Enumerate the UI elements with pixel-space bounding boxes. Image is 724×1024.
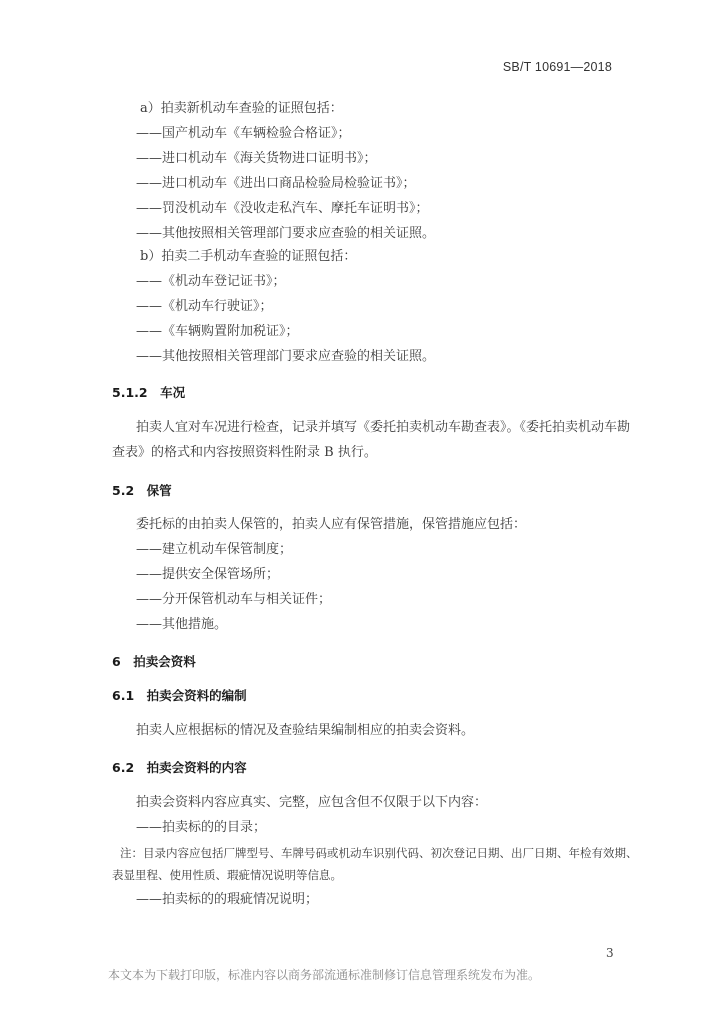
paragraph-line: 查表》的格式和内容按照资料性附录 B 执行。 (112, 445, 377, 460)
page-number: 3 (606, 946, 614, 960)
list-intro-a: a）拍卖新机动车查验的证照包括： (140, 101, 343, 116)
list-item: ——拍卖标的的瑕疵情况说明； (136, 892, 319, 907)
section-heading-6-2: 6.2 拍卖会资料的内容 (112, 760, 247, 775)
list-item: ——进口机动车《海关货物进口证明书》； (136, 151, 377, 166)
list-item: ——罚没机动车《没收走私汽车、摩托车证明书》； (136, 201, 429, 216)
note-line: 注：目录内容应包括厂牌型号、车牌号码或机动车识别代码、初次登记日期、出厂日期、年检有效期、 (120, 846, 638, 860)
section-heading-5-1-2: 5.1.2 车况 (112, 385, 186, 400)
paragraph-line: 拍卖会资料内容应真实、完整，应包含但不仅限于以下内容： (136, 795, 488, 810)
section-heading-5-2: 5.2 保管 (112, 483, 172, 498)
section-heading-6-1: 6.1 拍卖会资料的编制 (112, 688, 247, 703)
list-item: ——进口机动车《进出口商品检验局检验证书》； (136, 176, 416, 191)
list-item: ——拍卖标的的目录； (136, 820, 267, 835)
footer-disclaimer: 本文本为下载打印版，标准内容以商务部流通标准制修订信息管理系统发布为准。 (108, 968, 541, 982)
list-item: ——其他按照相关管理部门要求应查验的相关证照。 (136, 226, 436, 241)
list-item: ——建立机动车保管制度； (136, 542, 293, 557)
list-item: ——国产机动车《车辆检验合格证》； (136, 126, 351, 141)
list-item: ——《机动车登记证书》； (136, 274, 286, 289)
list-item: ——提供安全保管场所； (136, 567, 280, 582)
list-item: ——《机动车行驶证》； (136, 299, 273, 314)
list-item: ——其他措施。 (136, 617, 228, 632)
section-heading-6: 6 拍卖会资料 (112, 654, 196, 669)
paragraph-line: 拍卖人宜对车况进行检查，记录并填写《委托拍卖机动车勘查表》。《委托拍卖机动车勘 (136, 420, 631, 435)
note-line: 表显里程、使用性质、瑕疵情况说明等信息。 (112, 868, 342, 882)
paragraph-line: 拍卖人应根据标的情况及查验结果编制相应的拍卖会资料。 (136, 723, 475, 738)
list-item: ——分开保管机动车与相关证件； (136, 592, 332, 607)
standard-code: SB/T 10691—2018 (502, 60, 612, 74)
paragraph-line: 委托标的由拍卖人保管的，拍卖人应有保管措施，保管措施应包括： (136, 517, 527, 532)
list-item: ——其他按照相关管理部门要求应查验的相关证照。 (136, 349, 436, 364)
list-item: ——《车辆购置附加税证》； (136, 324, 299, 339)
list-intro-b: b）拍卖二手机动车查验的证照包括： (140, 249, 357, 264)
